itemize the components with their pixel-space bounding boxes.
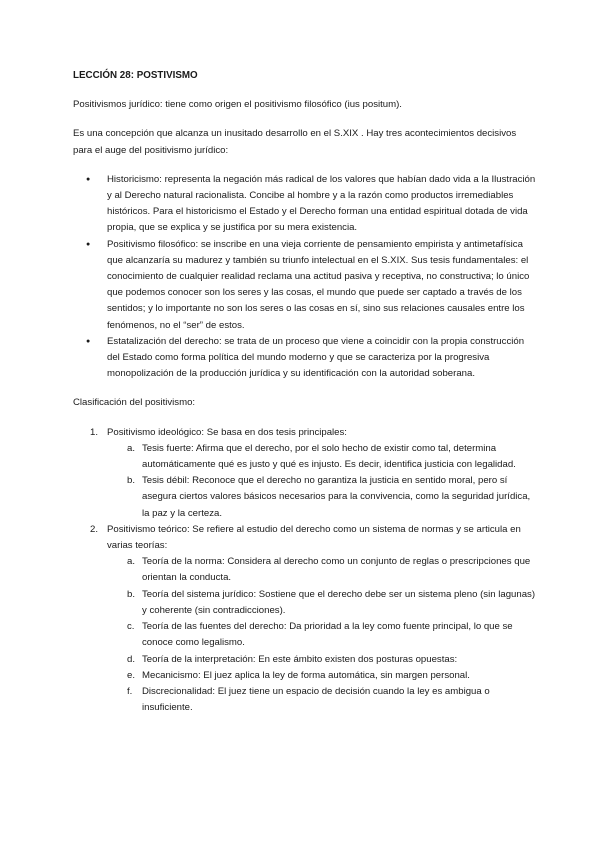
- events-bullet-list: [73, 172, 536, 383]
- sublist-teorico: [107, 554, 536, 716]
- classification-item-ideologico: [90, 425, 536, 522]
- list-item-text: Teoría de la interpretación: En este ámbito existen dos posturas opuestas:: [142, 653, 458, 665]
- sublist-item: [127, 684, 536, 716]
- list-item-text: Positivismo ideológico: Se basa en dos tesis principales:: [107, 426, 347, 438]
- list-marker: f.: [127, 685, 133, 697]
- sublist-item: [127, 587, 536, 619]
- list-marker: 1.: [90, 426, 99, 438]
- intro-paragraph-2: Es una concepción que alcanza un inusitado desarrollo en el S.XIX . Hay tres acontecimientos decisivos para el auge del positivismo jurídico:: [73, 128, 517, 156]
- list-item-text: Mecanicismo: El juez aplica la ley de forma automática, sin margen personal.: [142, 669, 470, 681]
- classification-item-teorico: [90, 522, 536, 716]
- sublist-item: [127, 619, 536, 651]
- list-item-text: Discrecionalidad: El juez tiene un espacio de decisión cuando la ley es ambigua o insuficiente.: [142, 685, 490, 714]
- lesson-title: LECCIÓN 28: POSTIVISMO: [73, 70, 198, 81]
- sublist-item: [127, 473, 536, 522]
- classification-heading: Clasificación del positivismo:: [73, 397, 196, 409]
- bullet-item-estatalizacion: ● Estatalización del derecho: se trata de un proceso que viene a coincidir con la propia construcción del Estado como forma política del mundo moderno y que se caracteriza por la progresiva monopolización de la producción jurídica y su identificación con la autoridad soberana.: [107, 334, 536, 383]
- classification-list: [73, 425, 536, 717]
- sublist-item: [127, 652, 536, 668]
- list-item-text: Teoría de las fuentes del derecho: Da prioridad a la ley como fuente principal, lo que se conoce como legalismo.: [142, 621, 513, 649]
- intro-paragraph-1: Positivismos jurídico: tiene como origen el positivismo filosófico (ius positum).: [73, 99, 402, 111]
- list-marker: a.: [127, 556, 136, 568]
- list-item-text: Positivismo teórico: Se refiere al estudio del derecho como un sistema de normas y se articula en varias teorías:: [107, 523, 521, 552]
- sublist-ideologico: [107, 441, 536, 522]
- list-marker: a.: [127, 442, 136, 454]
- sublist-item: [127, 441, 536, 473]
- list-item-text: Teoría de la norma: Considera al derecho como un conjunto de reglas o prescripciones que orientan la conducta.: [142, 556, 531, 584]
- sublist-item: [127, 554, 536, 586]
- list-marker: e.: [127, 669, 136, 681]
- bullet-item-positivismo-filosofico: ● Positivismo filosófico: se inscribe en una vieja corriente de pensamiento empirista y antimetafísica que alcanzaría su madurez y también su triunfo intelectual en el S.XIX. Sus tesis fundamentales: el conocimiento de cualquier realidad reclama una actitud pasiva y receptiva, no constructiva; lo único que podemos conocer son los seres y las cosas, el mundo que puede ser captado a través de los sentidos; y lo importante no son los seres o las cosas en sí, sino sus relaciones causales entre los fenómenos, no el “ser” de estos.: [107, 237, 536, 334]
- list-marker: b.: [127, 588, 136, 600]
- list-marker: 2.: [90, 523, 99, 535]
- list-marker: d.: [127, 653, 136, 665]
- list-marker: c.: [127, 621, 135, 633]
- list-marker: b.: [127, 475, 136, 487]
- list-item-text: Teoría del sistema jurídico: Sostiene que el derecho debe ser un sistema pleno (sin lagunas) y coherente (sin contradicciones).: [142, 588, 536, 616]
- list-item-text: Tesis fuerte: Afirma que el derecho, por el solo hecho de existir como tal, determina automáticamente qué es justo y qué es injusto. Es decir, identifica justicia con legalidad.: [142, 442, 516, 471]
- list-item-text: Tesis débil: Reconoce que el derecho no garantiza la justicia en sentido moral, pero sí asegura ciertos valores básicos necesarios para la convivencia, como la seguridad jurídica, la paz y la certeza.: [142, 475, 531, 519]
- sublist-item: [127, 668, 536, 684]
- bullet-item-historicismo: ● Historicismo: representa la negación más radical de los valores que habían dado vida a la Ilustración y al Derecho natural racionalista. Concibe al hombre y a la razón como productos irremediables históricos. Para el historicismo el Estado y el Derecho forman una entidad espiritual dotada de vida propia, que se explica y se justifica por su mera existencia.: [107, 172, 536, 237]
